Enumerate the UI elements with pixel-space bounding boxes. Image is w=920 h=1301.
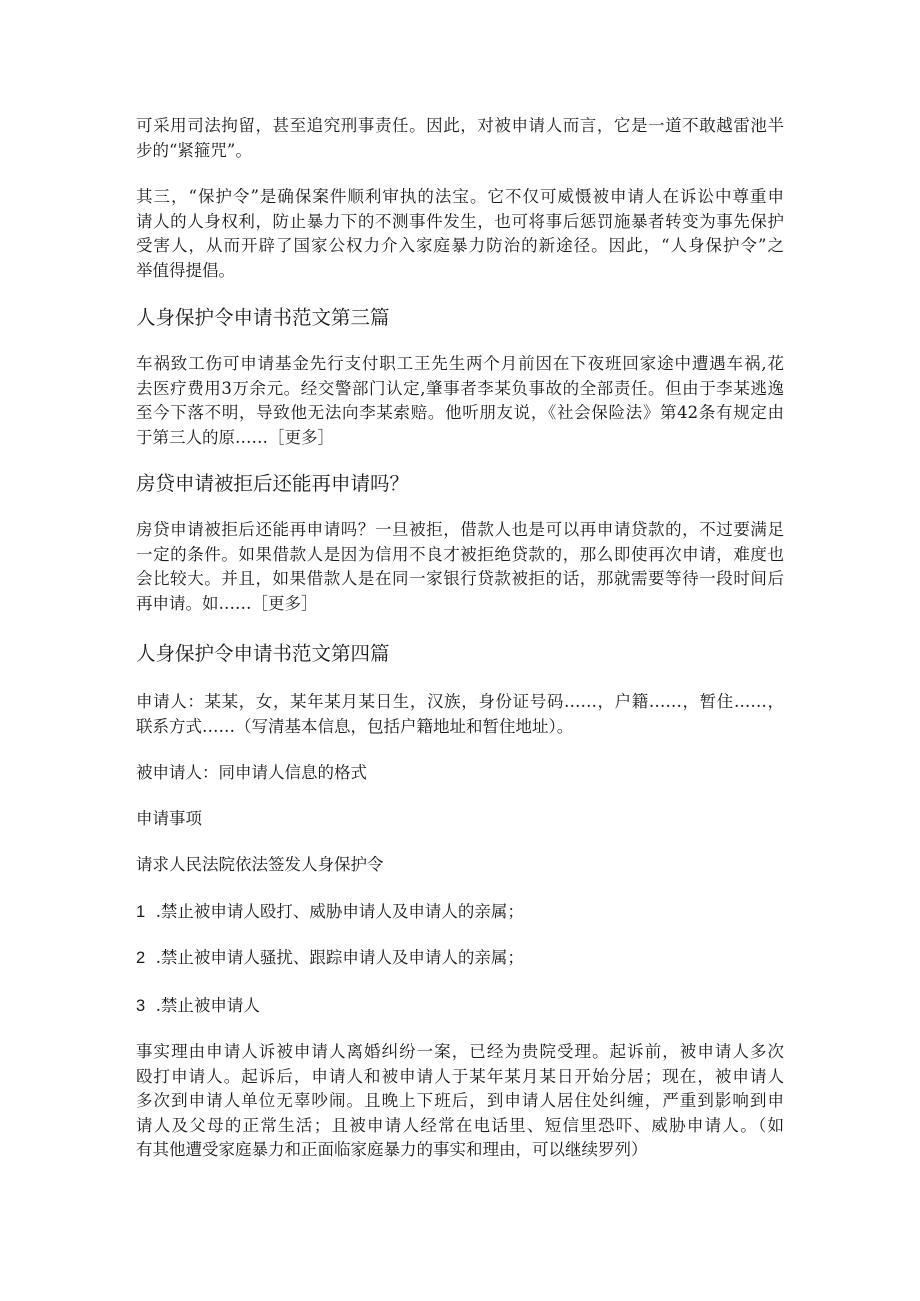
list-item-number: 3 bbox=[136, 997, 146, 1015]
text-line: 请求人民法院依法签发人身保护令 bbox=[136, 855, 384, 874]
paragraph-third-point bbox=[136, 185, 784, 283]
list-item-text bbox=[136, 946, 784, 971]
text-line: 其三，“保护令”是确保案件顺利审执的法宝。它不仅可威慑被申请人在诉讼中尊重申 bbox=[136, 187, 784, 206]
text-line: 请人的人身权利，防止暴力下的不测事件发生，也可将事后惩罚施暴者转变为事先保护 bbox=[136, 211, 784, 231]
section-heading-3: 人身保护令申请书范文第三篇 bbox=[136, 306, 390, 329]
text-line: 有其他遭受家庭暴力和正面临家庭暴力的事实和理由，可以继续罗列） bbox=[136, 1140, 648, 1159]
section-heading-mortgage: 房贷申请被拒后还能再申请吗？ bbox=[136, 472, 410, 495]
paragraph-penalty bbox=[136, 114, 784, 163]
text-line: 联系方式……（写清基本信息，包括户籍地址和暂住地址）。 bbox=[136, 716, 574, 736]
paragraph-facts bbox=[136, 1040, 784, 1163]
text-line: 受害人，从而开辟了国家公权力介入家庭暴力防治的新途径。因此，“人身保护令”之 bbox=[136, 236, 784, 255]
text-line: 可采用司法拘留，甚至追究刑事责任。因此，对被申请人而言，它是一道不敢越雷池半 bbox=[136, 116, 784, 135]
list-item bbox=[136, 946, 784, 971]
list-item-number: 1 bbox=[136, 903, 146, 921]
text-line: 申请人：某某，女，某年某月某日生，汉族，身份证号码……，户籍……，暂住……， bbox=[136, 692, 784, 711]
text-line: 再申请。如……［更多］ bbox=[136, 593, 318, 613]
list-item bbox=[136, 994, 784, 1019]
text-line: 车祸致工伤可申请基金先行支付职工王先生两个月前因在下夜班回家途中遭遇车祸,花 bbox=[136, 354, 784, 373]
text-line: 申请事项 bbox=[136, 809, 202, 828]
paragraph-mortgage bbox=[136, 518, 784, 616]
text-line: 事实理由申请人诉被申请人离婚纠纷一案，已经为贵院受理。起诉前，被申请人多次 bbox=[136, 1042, 784, 1061]
text-line: 殴打申请人。起诉后，申请人和被申请人于某年某月某日开始分居；现在，被申请人 bbox=[136, 1066, 784, 1086]
text-line: 于第三人的原……［更多］ bbox=[136, 427, 334, 447]
text-line: 多次到申请人单位无辜吵闹。且晚上下班后，到申请人居住处纠缠，严重到影响到申 bbox=[136, 1091, 784, 1110]
list-item-number: 2 bbox=[136, 949, 146, 967]
text-line: 请人及父母的正常生活；且被申请人经常在电话里、短信里恐吓、威胁申请人。（如 bbox=[136, 1115, 784, 1135]
list-item-content: .禁止被申请人殴打、威胁申请人及申请人的亲属； bbox=[155, 902, 524, 921]
text-line: 房贷申请被拒后还能再申请吗？一旦被拒，借款人也是可以再申请贷款的，不过要满足 bbox=[136, 520, 784, 539]
text-line: 举值得提倡。 bbox=[136, 260, 235, 280]
list-item-text bbox=[136, 900, 784, 925]
text-line: 步的“紧箍咒”。 bbox=[136, 140, 252, 160]
paragraph-request bbox=[136, 853, 784, 878]
list-item-content: .禁止被申请人 bbox=[155, 996, 260, 1015]
text-line: 一定的条件。如果借款人是因为信用不良才被拒绝贷款的，那么即使再次申请，难度也 bbox=[136, 544, 784, 564]
text-line: 去医疗费用3万余元。经交警部门认定,肇事者李某负事故的全部责任。但由于李某逃逸 bbox=[136, 378, 784, 398]
list-item-content: .禁止被申请人骚扰、跟踪申请人及申请人的亲属； bbox=[155, 948, 524, 967]
paragraph-respondent bbox=[136, 761, 784, 786]
paragraph-car-accident bbox=[136, 352, 784, 450]
section-heading-4: 人身保护令申请书范文第四篇 bbox=[136, 642, 390, 665]
text-line: 被申请人：同申请人信息的格式 bbox=[136, 763, 367, 782]
list-item-text bbox=[136, 994, 784, 1019]
paragraph-applicant bbox=[136, 690, 784, 739]
text-line: 至今下落不明，导致他无法向李某索赔。他听朋友说，《社会保险法》第42条有规定由 bbox=[136, 403, 784, 422]
list-item bbox=[136, 900, 784, 925]
text-line: 会比较大。并且，如果借款人是在同一家银行贷款被拒的话，那就需要等待一段时间后 bbox=[136, 569, 784, 588]
paragraph-matters-heading bbox=[136, 807, 784, 832]
